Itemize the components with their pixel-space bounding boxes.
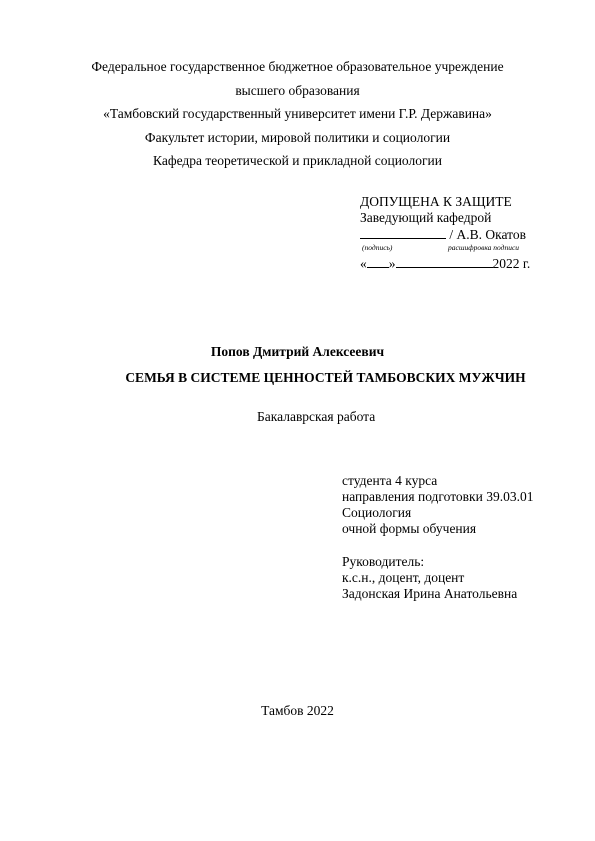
signature-hints — [360, 243, 560, 255]
hint-signature: (подпись) — [362, 243, 393, 252]
date-close-quote: » — [388, 256, 396, 271]
work-type: Бакалаврская работа — [257, 409, 376, 424]
date-day-blank — [367, 255, 389, 268]
block-spacer — [342, 537, 533, 554]
approval-date-line — [360, 255, 560, 272]
approval-admit: ДОПУЩЕНА К ЗАЩИТЕ — [360, 194, 512, 209]
header-line-faculty: Факультет истории, мировой политики и социологии — [144, 129, 451, 145]
signature-blank — [360, 226, 446, 239]
approval-block — [360, 194, 560, 272]
student-course: студента 4 курса — [342, 473, 438, 488]
supervisor-name: Задонская Ирина Анатольевна — [342, 586, 518, 601]
city-year: Тамбов 2022 — [261, 703, 334, 718]
approval-position: Заведующий кафедрой — [360, 210, 492, 225]
hint-decode: расшифровка подписи — [448, 243, 520, 252]
supervisor-degree: к.с.н., доцент, доцент — [342, 570, 465, 585]
header-line-university: «Тамбовский государственный университет имени Г.Р. Державина» — [103, 106, 492, 121]
date-month-blank — [396, 255, 493, 268]
student-direction: направления подготовки 39.03.01 — [342, 489, 534, 504]
student-info-block — [342, 473, 533, 602]
author-name: Попов Дмитрий Алексеевич — [210, 344, 385, 359]
approval-signature-line — [360, 226, 560, 243]
student-study-form: очной формы обучения — [342, 521, 477, 536]
date-year: 2022 г. — [492, 256, 531, 271]
header-line-education: высшего образования — [235, 82, 360, 98]
student-specialty: Социология — [342, 505, 412, 520]
header-line-department: Кафедра теоретической и прикладной социологии — [153, 153, 442, 168]
approval-signature-name: / А.В. Окатов — [446, 227, 526, 242]
supervisor-label: Руководитель: — [342, 554, 425, 569]
header-line-ministry: Федеральное государственное бюджетное образовательное учреждение — [91, 59, 504, 74]
date-open-quote: « — [360, 256, 367, 271]
institution-header — [0, 55, 595, 173]
thesis-title: СЕМЬЯ В СИСТЕМЕ ЦЕННОСТЕЙ ТАМБОВСКИХ МУЖЧИН — [125, 370, 526, 385]
